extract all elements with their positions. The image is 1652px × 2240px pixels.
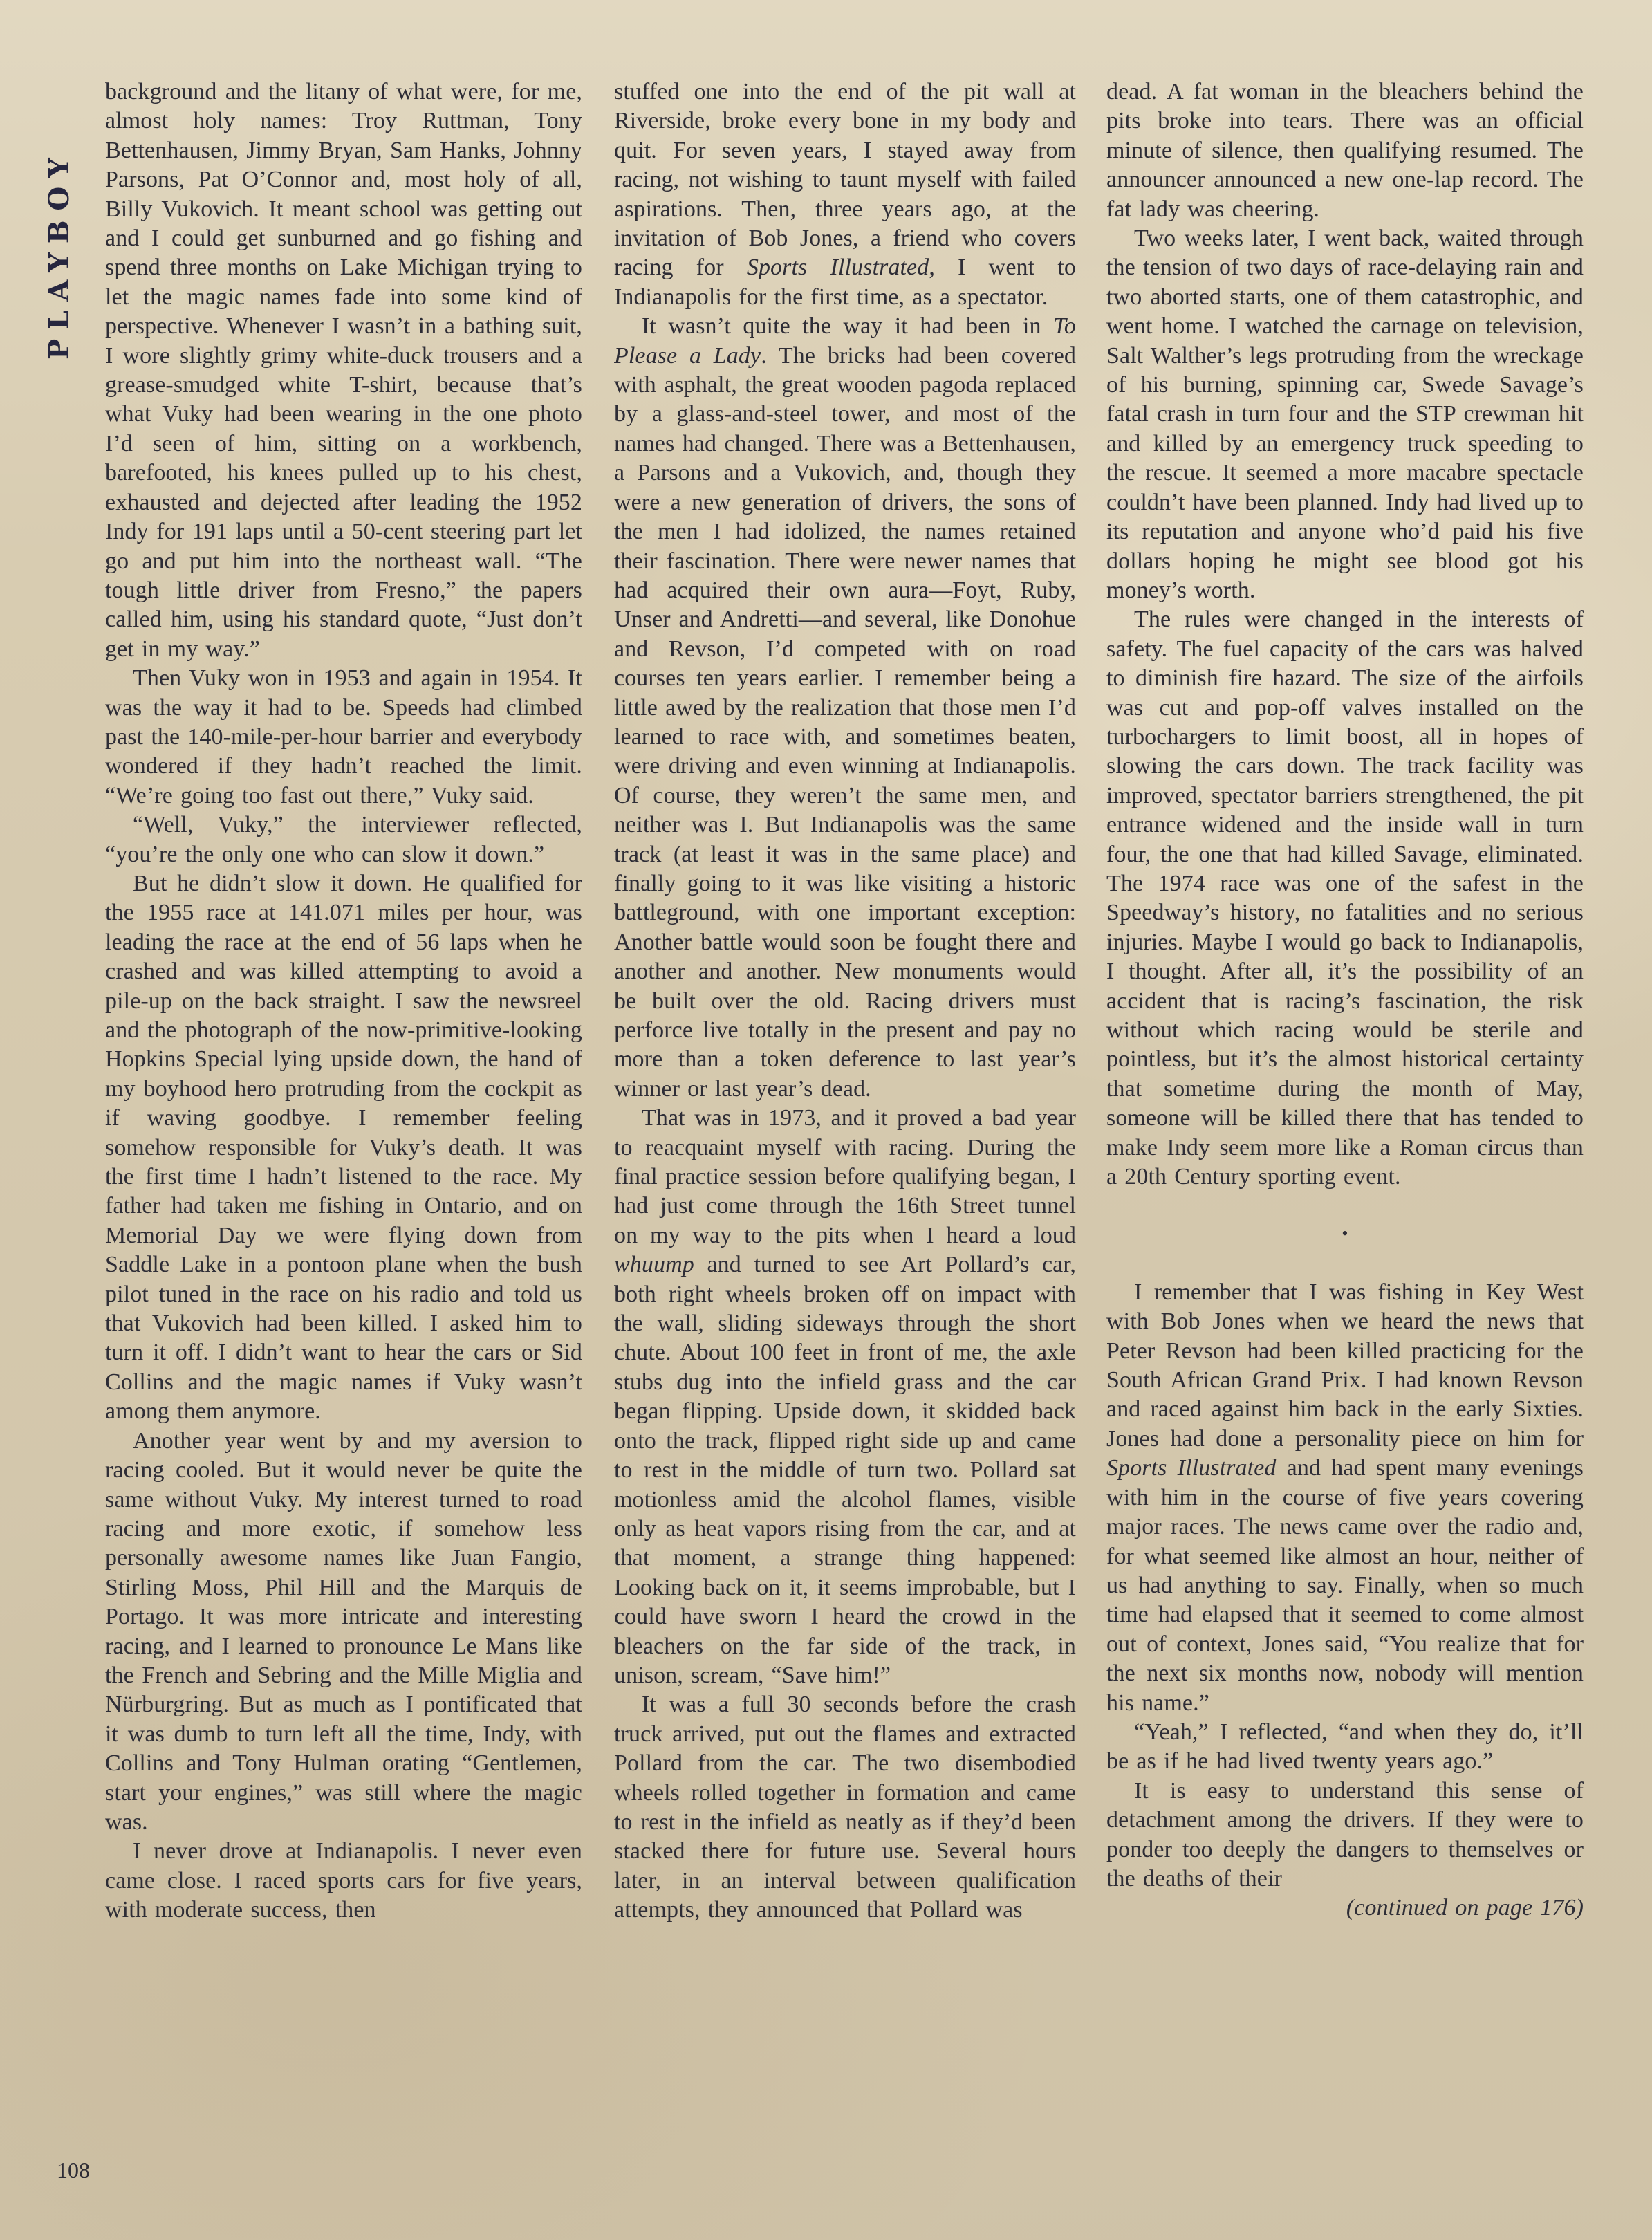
text-run: I never drove at Indianapolis. I never even came close. I raced sports cars for five years, with moderate success, then <box>105 1838 582 1923</box>
article-text-column-1 <box>105 77 582 2201</box>
italic-text-run: Sports Illustrated <box>1106 1455 1277 1481</box>
text-run: stuffed one into the end of the pit wall at Riverside, broke every bone in my body and quit. For seven years, I stayed away from racing, not wishing to taunt myself with failed aspirations. Then, three years ago, at the invitation of Bob Jones, a friend who covers racing for <box>614 79 1076 281</box>
article-paragraph <box>614 312 1076 1104</box>
article-paragraph <box>614 1690 1076 1925</box>
text-run: It wasn’t quite the way it had been in <box>642 313 1053 340</box>
article-paragraph <box>614 1104 1076 1690</box>
italic-text-run: Sports Illustrated <box>746 254 929 281</box>
article-paragraph <box>105 811 582 869</box>
text-run: “Well, Vuky,” the interviewer reflected, “you’re the only one who can slow it down.” <box>105 812 582 867</box>
text-run: I remember that I was fishing in Key West with Bob Jones when we heard the news that Peter Revson had been killed practicing for the South African Grand Prix. I had known Revson and raced against him back in the early Sixties. Jones had done a personality piece on him for <box>1106 1279 1584 1452</box>
article-paragraph <box>105 1427 582 1838</box>
article-paragraph <box>1106 77 1584 224</box>
playboy-vertical-logo: PLAYBOY <box>43 149 75 360</box>
text-run: It was a full 30 seconds before the crash truck arrived, put out the flames and extracted Pollard from the car. The two disembodied wheels rolled together in formation and came to rest in the infield as neatly as if they’d been stacked there for future use. Several hours later, in an interval between qualification attempts, they announced that Pollard was <box>614 1692 1076 1923</box>
text-run: But he didn’t slow it down. He qualified for the 1955 race at 141.071 miles per hour, was leading the race at the end of 56 laps when he crashed and was killed attempting to avoid a pile-up on the back straight. I saw the newsreel and the photograph of the now-primitive-looking Hopkins Special lying upside down, the hand of my boyhood hero protruding from the cockpit as if waving goodbye. I remember feeling somehow responsible for Vuky’s death. It was the first time I hadn’t listened to the race. My father had taken me fishing in Ontario, and on Memorial Day we were flying down from Saddle Lake in a pontoon plane when the bush pilot tuned in the race on his radio and told us that Vukovich had been killed. I asked him to turn it off. I didn’t want to hear the cars or Sid Collins and the magic names if Vuky wasn’t among them anymore. <box>105 870 582 1425</box>
article-text-column-2 <box>614 77 1076 2201</box>
text-run: and had spent many evenings with him in the course of five years covering major races. The news came over the radio and, for what seemed like almost an hour, neither of us had anything to say. Finally, when so much time had elapsed that it seemed to come almost out of context, Jones said, “You realize that for the next six months now, nobody will mention his name.” <box>1106 1455 1584 1716</box>
text-run: • <box>1342 1223 1348 1244</box>
text-run: , I went to Indianapolis for the first time, as a spectator. <box>614 254 1076 310</box>
article-paragraph <box>614 77 1076 312</box>
text-run: and turned to see Art Pollard’s car, both right wheels broken off on impact with the wall, sliding sideways through the short chute. About 100 feet in front of me, the axle stubs dug into the infield grass and the car began flipping. Upside down, it skidded back onto the track, flipped right side up and came to rest in the middle of turn two. Pollard sat motionless amid the alcohol flames, visible only as heat vapors rising from the car, and at that moment, a strange thing happened: Looking back on it, it seems improbable, but I could have sworn I heard the crowd in the bleachers on the far side of the track, in unison, scream, “Save him!” <box>614 1252 1076 1688</box>
text-run: Two weeks later, I went back, waited through the tension of two days of race-delaying rain and two aborted starts, one of them catastrophic, and went home. I watched the carnage on television, Salt Walther’s legs protruding from the wreckage of his burning, spinning car, Swede Savage’s fatal crash in turn four and the STP crewman hit and killed by an emergency truck speeding to the rescue. It seemed a more macabre spectacle couldn’t have been planned. Indy had lived up to its reputation and anyone who’d paid his five dollars hoping he might see blood got his money’s worth. <box>1106 225 1584 603</box>
italic-text-run: To Please a Lady <box>614 313 1076 369</box>
text-run: It is easy to understand this sense of detachment among the drivers. If they were to ponder too deeply the dangers to themselves or the deaths of their <box>1106 1777 1584 1891</box>
article-paragraph <box>1106 1718 1584 1777</box>
text-run: Then Vuky won in 1953 and again in 1954. It was the way it had to be. Speeds had climbed past the 140-mile-per-hour barrier and everybody wondered if they hadn’t reached the limit. “We’re going too fast out there,” Vuky said. <box>105 665 582 808</box>
text-run: Another year went by and my aversion to racing cooled. But it would never be quite the same without Vuky. My interest turned to road racing and more exotic, if somehow less personally awesome names like Juan Fangio, Stirling Moss, Phil Hill and the Marquis de Portago. It was more intricate and interesting racing, and I learned to pronounce Le Mans like the French and Sebring and the Mille Miglia and Nürburgring. But as much as I pontificated that it was dumb to turn left all the time, Indy, with Collins and Tony Hulman orating “Gentlemen, start your engines,” was still where the magic was. <box>105 1427 582 1835</box>
text-run: “Yeah,” I reflected, “and when they do, it’ll be as if he had lived twenty years ago.” <box>1106 1719 1584 1775</box>
text-run: That was in 1973, and it proved a bad year to reacquaint myself with racing. During the final practice session before qualifying began, I had just come through the 16th Street tunnel on my way to the pits when I heard a loud <box>614 1105 1076 1248</box>
article-paragraph <box>105 77 582 664</box>
text-run: The rules were changed in the interests of safety. The fuel capacity of the cars was halved to diminish fire hazard. The size of the airfoils was cut and pop-off valves installed on the turbochargers to limit boost, all in hopes of slowing the cars down. The track facility was improved, spectator barriers strengthened, the pit entrance widened and the inside wall in turn four, the one that had killed Savage, eliminated. The 1974 race was one of the safest in the Speedway’s history, no fatalities and no serious injuries. Maybe I would go back to Indianapolis, I thought. After all, it’s the possibility of an accident that is racing’s fascination, the risk without which racing would be sterile and pointless, but it’s the almost historical certainty that sometime during the month of May, someone will be killed there that has tended to make Indy seem more like a Roman circus than a 20th Century sporting event. <box>1106 607 1584 1190</box>
article-paragraph <box>1106 1777 1584 1894</box>
article-paragraph <box>1106 605 1584 1192</box>
text-run: dead. A fat woman in the bleachers behind the pits broke into tears. There was an official minute of silence, then qualifying resumed. The announcer announced a new one-lap record. The fat lady was cheering. <box>1106 79 1584 222</box>
italic-text-run: whuump <box>614 1252 694 1278</box>
text-run: (continued on page 176) <box>1346 1895 1584 1921</box>
article-paragraph <box>1106 1278 1584 1718</box>
article-paragraph <box>1106 224 1584 605</box>
section-separator <box>1106 1219 1584 1248</box>
continued-on-page-note <box>1106 1894 1584 1923</box>
text-run: . The bricks had been covered with asphalt, the great wooden pagoda replaced by a glass-and-steel tower, and most of the names had changed. There was a Bettenhausen, a Parsons and a Vukovich, and, though they were a new generation of drivers, the sons of the men I had idolized, the names retained their fascination. There were newer names that had acquired their own aura—Foyt, Ruby, Unser and Andretti—and several, like Donohue and Revson, I’d competed with on road courses ten years earlier. I remember being a little awed by the realization that those men I’d learned to race with, and sometimes beaten, were driving and even winning at Indianapolis. Of course, they weren’t the same men, and neither was I. But Indianapolis was the same track (at least it was in the same place) and finally going to it was like visiting a historic battleground, with one important exception: Another battle would soon be fought there and another and another. New monuments would be built over the old. Racing drivers must perforce live totally in the present and pay no more than a token deference to last year’s winner or last year’s dead. <box>614 342 1076 1102</box>
article-paragraph <box>105 1837 582 1925</box>
article-paragraph <box>105 664 582 811</box>
text-run: background and the litany of what were, for me, almost holy names: Troy Ruttman, Tony Bettenhausen, Jimmy Bryan, Sam Hanks, Johnny Parsons, Pat O’Connor and, most holy of all, Billy Vukovich. It meant school was getting out and I could get sunburned and go fishing and spend three months on Lake Michigan trying to let the magic names fade into some kind of perspective. Whenever I wasn’t in a bathing suit, I wore slightly grimy white-duck trousers and a grease-smudged white T-shirt, because that’s what Vuky had been wearing in the one photo I’d seen of him, sitting on a workbench, barefooted, his knees pulled up to his chest, exhausted and dejected after leading the 1952 Indy for 191 laps until a 50-cent steering part let go and put him into the northeast wall. “The tough little driver from Fresno,” the papers called him, using his standard quote, “Just don’t get in my way.” <box>105 79 582 662</box>
article-text-column-3 <box>1106 77 1584 2201</box>
page-number: 108 <box>57 2158 90 2183</box>
article-paragraph <box>105 869 582 1427</box>
